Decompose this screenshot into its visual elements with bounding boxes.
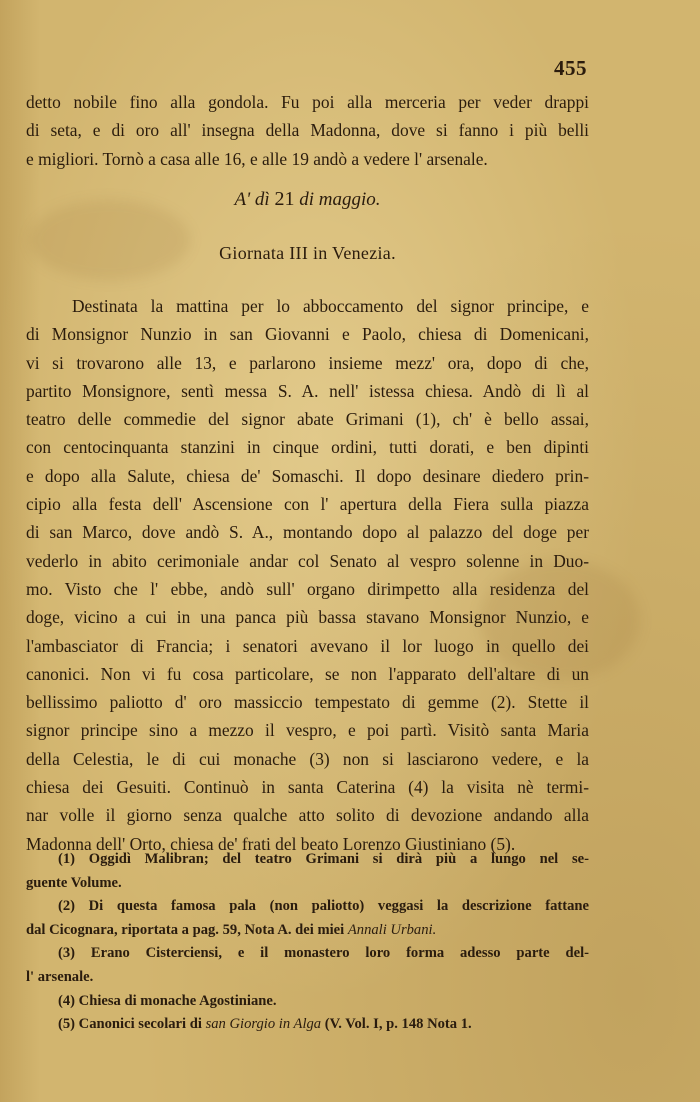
footnote-line: guente Volume. [26,874,122,891]
text-line: chiesa dei Gesuiti. Continuò in santa Caterina (4) la visita nè termi- [26,777,589,798]
page-number: 455 [554,56,587,80]
footnote-5 [26,1013,589,1037]
footnote-line [26,1013,589,1037]
footnote-4 [26,990,589,1014]
text-line: con centocinquanta stanzini in cinque ordini, tutti dorati, e ben dipinti [26,437,589,458]
paragraph-1 [26,88,589,173]
text-line: l'ambasciator di Francia; i senatori avevano il lor luogo in quello dei [26,635,589,656]
text-line: della Celestia, le di cui monache (3) non si lasciarono vedere, e la [26,748,589,769]
text-line: detto nobile fino alla gondola. Fu poi alla merceria per veder drappi [26,92,589,112]
footnote-italic-text: san Giorgio in Alga [205,1016,322,1033]
text-line: signor principe sino a mezzo il vespro, e poi partì. Visitò santa Maria [26,720,589,741]
date-day: 21 [274,188,295,210]
footnote-text: (2) Di questa famosa pala (non paliotto) veggasi la descrizione fattane [58,898,589,915]
text-line: di Monsignor Nunzio in san Giovanni e Paolo, chiesa di Domenicani, [26,324,589,345]
paragraph-2 [26,292,589,858]
text-line: teatro delle commedie del signor abate Grimani (1), ch' è bello assai, [26,409,589,430]
footnote-2 [26,895,589,942]
text-line: vederlo in abito cerimoniale andar col Senato al vespro solenne in Duo- [26,550,589,571]
text-line: e dopo alla Salute, chiesa de' Somaschi. Il dopo desinare diedero prin- [26,465,589,486]
footnote-text: (5) Canonici secolari di [58,1016,206,1033]
text-line: e migliori. Tornò a casa alle 16, e alle 19 andò a vedere l' arsenale. [26,148,488,169]
text-line: vi si trovarono alle 13, e parlarono insieme mezz' ora, dopo di che, [26,352,589,373]
text-line: partito Monsignore, sentì messa S. A. nell' istessa chiesa. Andò di lì al [26,380,589,401]
text-line: mo. Visto che l' ebbe, andò sull' organo dirimpetto alla residenza del [26,578,589,599]
text-line: bellissimo paliotto d' oro massiccio tempestato di gemme (2). Stette il [26,692,589,713]
date-prefix: A' dì [234,189,270,210]
footnote-line: l' arsenale. [26,968,94,985]
footnote-text: (V. Vol. I, p. 148 Nota 1. [321,1016,472,1033]
footnote-1 [26,848,589,895]
footnote-italic-text: Annali Urbani. [347,921,437,938]
footnote-line [26,895,589,919]
text-line: di san Marco, dove andò S. A., montando dopo al palazzo del doge per [26,522,589,543]
footnote-text: dal Cicognara, riportata a pag. 59, Nota A. dei miei [26,921,348,938]
paper-stain [30,200,190,280]
footnote-line: (1) Oggidì Malibran; del teatro Grimani si dirà più a lungo nel se- [58,851,589,867]
text-line: Destinata la mattina per lo abboccamento del signor principe, e [72,296,589,316]
text-line: cipio alla festa dell' Ascensione con l' apertura della Fiera sulla piazza [26,494,589,515]
footnote-3 [26,942,589,989]
text-line: doge, vicino a cui in una panca più bassa stavano Monsignor Nunzio, e [26,607,589,628]
footnote-line [26,919,589,943]
footnote-line: (4) Chiesa di monache Agostiniane. [58,992,277,1009]
text-line: canonici. Non vi fu cosa particolare, se non l'apparato dell'altare di un [26,663,589,684]
date-suffix: di maggio. [299,189,381,210]
text-line: Madonna dell' Orto, chiesa de' frati del beato Lorenzo Giustiniano (5). [26,833,516,854]
text-line: di seta, e di oro all' insegna della Madonna, dove si fanno i più belli [26,120,589,141]
section-heading: Giornata III in Venezia. [219,243,396,263]
date-heading [0,188,615,211]
text-line: nar volle il giorno senza qualche atto solito di devozione andando alla [26,805,589,826]
footnotes [26,848,589,1037]
footnote-line: (3) Erano Cisterciensi, e il monastero loro forma adesso parte del- [58,945,589,962]
